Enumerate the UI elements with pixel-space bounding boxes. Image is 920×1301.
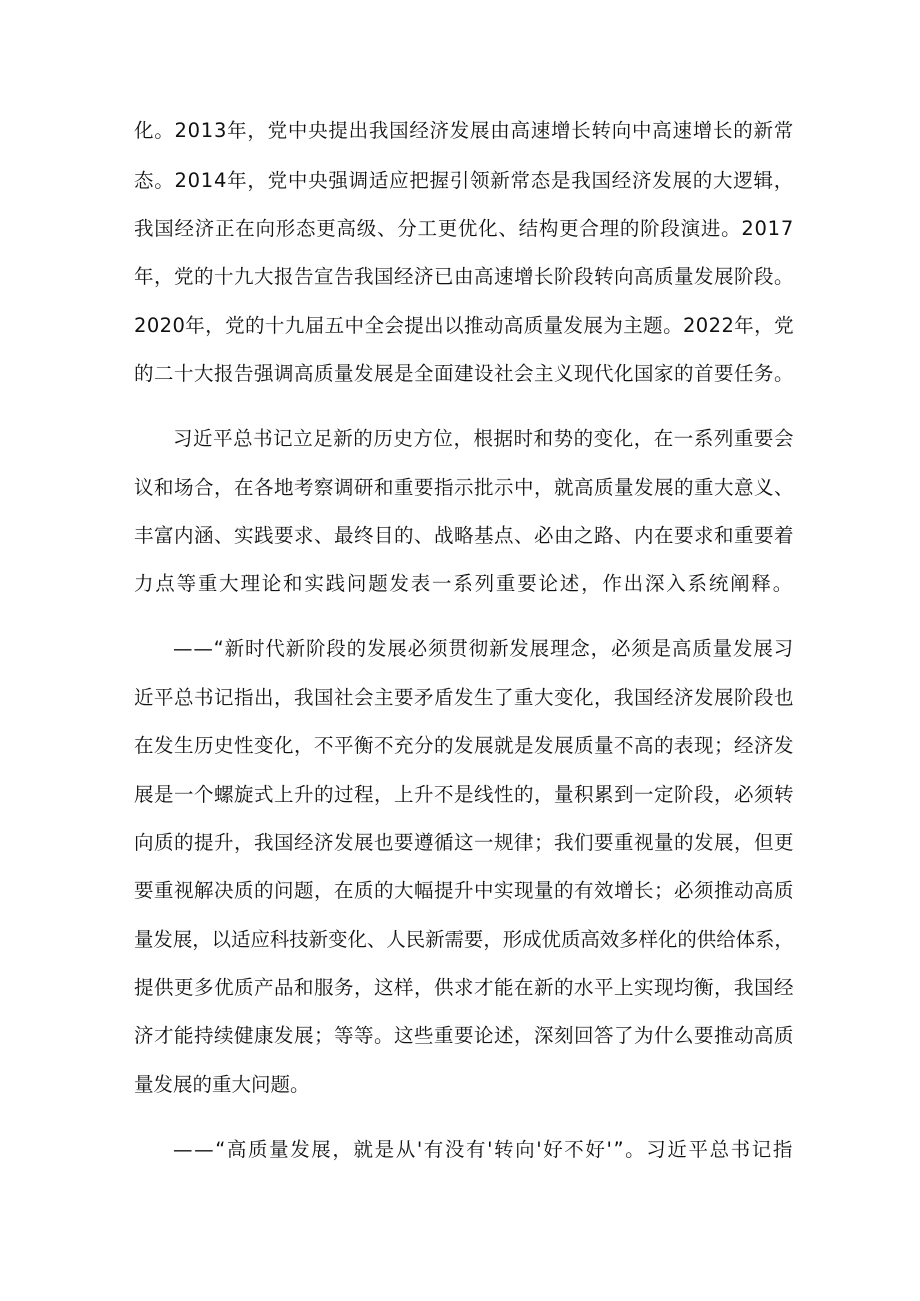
text-line: 近平总书记指出，我国社会主要矛盾发生了重大变化，我国经济发展阶段也	[134, 686, 794, 709]
text-line: 向质的提升，我国经济发展也要遵循这一规律；我们要重视量的发展，但更	[134, 831, 794, 854]
text-line: 丰富内涵、实践要求、最终目的、战略基点、必由之路、内在要求和重要着	[134, 524, 794, 547]
text-line: 量发展的重大问题。	[134, 1073, 310, 1096]
text-line: 习近平总书记立足新的历史方位，根据时和势的变化，在一系列重要会	[173, 427, 794, 450]
text-line: 要重视解决质的问题，在质的大幅提升中实现量的有效增长；必须推动高质	[134, 879, 794, 902]
text-line: ——“新时代新阶段的发展必须贯彻新发展理念，必须是高质量发展习	[173, 637, 794, 660]
text-line: 在发生历史性变化，不平衡不充分的发展就是发展质量不高的表现；经济发	[134, 734, 794, 757]
text-line: ——“高质量发展，就是从'有没有'转向'好不好'”。习近平总书记指	[173, 1138, 794, 1161]
text-line: 年，党的十九大报告宣告我国经济已由高速增长阶段转向高质量发展阶段。	[134, 265, 794, 288]
text-line: 量发展，以适应科技新变化、人民新需要，形成优质高效多样化的供给体系，	[134, 928, 794, 951]
text-line: 化。2013年，党中央提出我国经济发展由高速增长转向中高速增长的新常	[134, 119, 794, 142]
text-line: 我国经济正在向形态更高级、分工更优化、结构更合理的阶段演进。2017	[134, 217, 794, 240]
text-line: 2020年，党的十九届五中全会提出以推动高质量发展为主题。2022年，党	[134, 314, 794, 337]
text-line: 展是一个螺旋式上升的过程，上升不是线性的，量积累到一定阶段，必须转	[134, 783, 794, 806]
text-line: 议和场合，在各地考察调研和重要指示批示中，就高质量发展的重大意义、	[134, 476, 794, 499]
text-line: 力点等重大理论和实践问题发表一系列重要论述，作出深入系统阐释。	[134, 572, 794, 595]
text-line: 的二十大报告强调高质量发展是全面建设社会主义现代化国家的首要任务。	[134, 362, 794, 385]
text-line: 济才能持续健康发展；等等。这些重要论述，深刻回答了为什么要推动高质	[134, 1024, 794, 1047]
text-line: 提供更多优质产品和服务，这样，供求才能在新的水平上实现均衡，我国经	[134, 976, 794, 999]
text-line: 态。2014年，党中央强调适应把握引领新常态是我国经济发展的大逻辑，	[134, 169, 794, 192]
